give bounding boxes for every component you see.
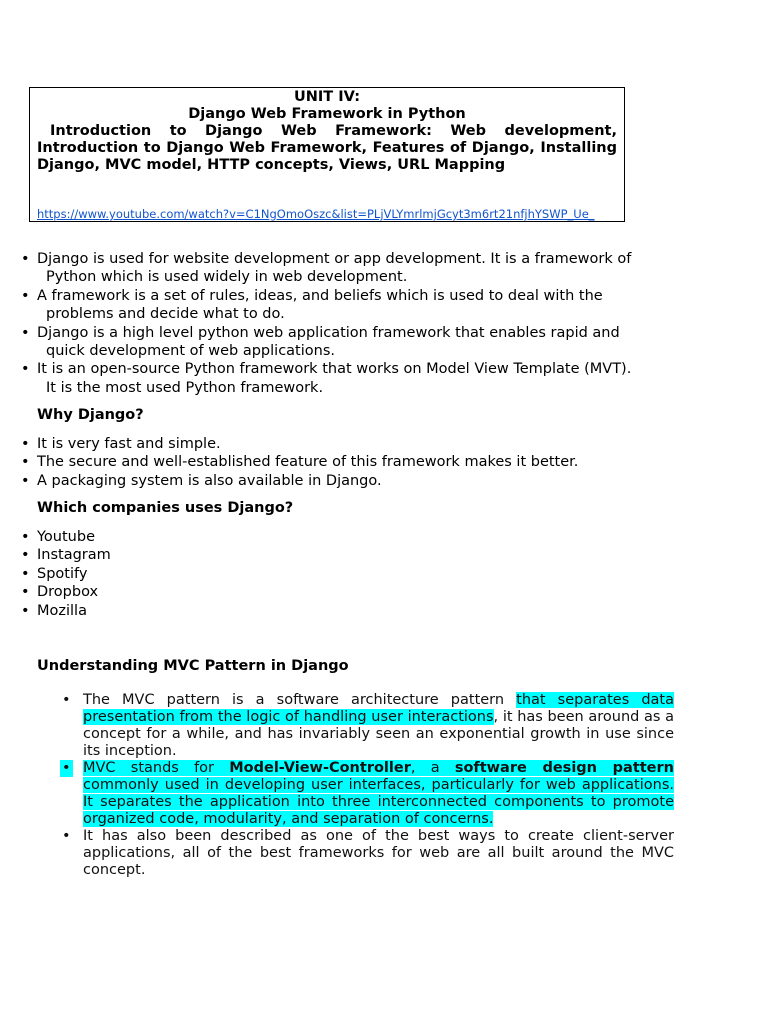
bullet-icon: • xyxy=(21,361,30,378)
companies-heading: Which companies uses Django? xyxy=(37,500,294,516)
list-item xyxy=(60,692,674,760)
list-item-text: It is an open-source Python framework that works on Model View Template (MVT). It is the most used Python framework. xyxy=(37,361,632,396)
list-item xyxy=(60,828,674,879)
list-item xyxy=(21,250,674,287)
list-item xyxy=(21,528,674,546)
list-item xyxy=(21,472,674,490)
highlighted-text: that separates data presentation from the logic of handling user interactions xyxy=(83,692,674,725)
company-name: Instagram xyxy=(37,547,111,564)
list-item xyxy=(21,435,674,453)
bullet-icon: • xyxy=(21,436,30,452)
list-item xyxy=(60,760,674,828)
why-bullet-list xyxy=(21,435,674,490)
bullet-icon: • xyxy=(21,454,30,471)
bullet-icon: • xyxy=(21,565,30,582)
mvc-point-text: It has also been described as one of the best ways to create client-server applications, all of the best frameworks for web are all built around the MVC concept. xyxy=(83,828,674,878)
list-item xyxy=(21,453,674,471)
highlighted-text: MVC stands for Model-View-Controller, a software design pattern commonly used in developing user interfaces, particularly for web applications. It separates the application into three interconnected components to promote organized code, modularity, and separation of concerns. xyxy=(83,760,674,827)
bullet-icon: • xyxy=(21,529,30,545)
bullet-icon: • xyxy=(21,547,30,564)
list-item xyxy=(21,583,674,601)
why-django-heading: Why Django? xyxy=(37,407,144,423)
list-item xyxy=(21,324,674,361)
list-item-text: Django is used for website development or app development. It is a framework of Python which is used widely in web development. xyxy=(37,251,632,286)
list-item-text: The secure and well-established feature of this framework makes it better. xyxy=(37,454,579,471)
list-item-text: Django is a high level python web application framework that enables rapid and quick development of web applications. xyxy=(37,324,620,360)
bullet-icon: • xyxy=(21,324,30,341)
list-item xyxy=(21,602,674,620)
list-item-text: A packaging system is also available in Django. xyxy=(37,472,382,489)
bullet-icon: • xyxy=(21,472,30,489)
bullet-icon: • xyxy=(21,287,30,304)
company-name: Youtube xyxy=(37,529,95,545)
mvc-point-text: The MVC pattern is a software architecture pattern that separates data presentation from the logic of handling user interactions, it has been around as a concept for a while, and has invariably seen an exponential growth in use since its inception. xyxy=(83,692,675,759)
unit-title: Django Web Framework in Python xyxy=(188,106,466,122)
youtube-playlist-link[interactable]: https://www.youtube.com/watch?v=C1NgOmoOszc&list=PLjVLYmrlmjGcyt3m6rt21nfjhYSWP_Ue_ xyxy=(37,207,595,221)
intro-bullet-list xyxy=(21,250,674,397)
company-name: Spotify xyxy=(37,565,88,582)
list-item-text: It is very fast and simple. xyxy=(37,436,221,452)
list-item xyxy=(21,360,674,397)
unit-syllabus: Introduction to Django Web Framework: Web development, Introduction to Django Web Framework, Features of Django, Installing Django, MVC model, HTTP concepts, Views, URL Mapping xyxy=(37,123,617,173)
companies-bullet-list xyxy=(21,528,674,620)
bullet-icon: • xyxy=(62,760,71,776)
list-item xyxy=(21,287,674,324)
mvc-heading: Understanding MVC Pattern in Django xyxy=(37,658,349,674)
company-name: Dropbox xyxy=(37,584,99,601)
unit-header-box xyxy=(29,87,625,222)
list-item xyxy=(21,565,674,583)
list-item-text: A framework is a set of rules, ideas, and beliefs which is used to deal with the problems and decide what to do. xyxy=(37,287,603,323)
list-item xyxy=(21,546,674,564)
unit-label: UNIT IV: xyxy=(293,89,360,105)
bullet-icon: • xyxy=(62,692,71,708)
bullet-icon: • xyxy=(21,602,30,619)
bullet-icon: • xyxy=(21,584,30,601)
company-name: Mozilla xyxy=(37,602,87,619)
bullet-icon: • xyxy=(62,828,71,844)
mvc-bullet-list xyxy=(60,692,674,879)
bullet-icon: • xyxy=(21,251,30,267)
